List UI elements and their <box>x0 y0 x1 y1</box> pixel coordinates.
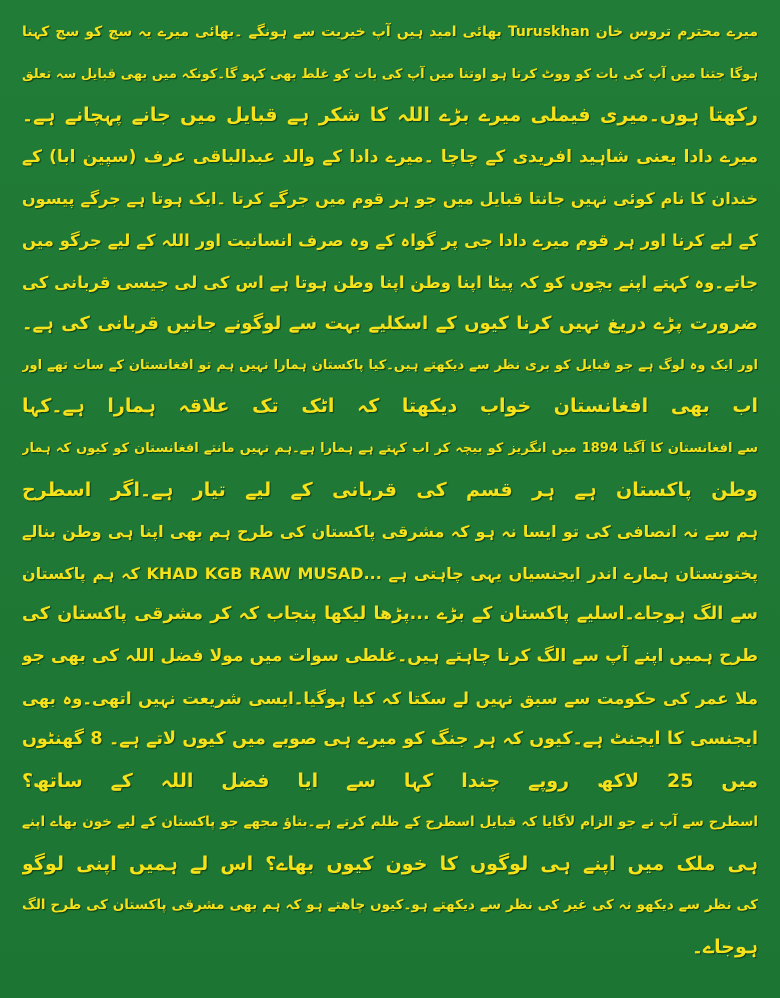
text-line-8: ضرورت پڑے دریغ نہیں کرنا کیوں کے اسکلیے بہت سے لوگونے جانیں قربانی کی ہے۔ <box>22 313 758 335</box>
text-line-17: ملا عمر کی حکومت سے سبق نہیں لے سکتا کہ کیا ہوگیا۔ایسی شریعت نہیں اتھی۔وہ بھی <box>22 688 758 708</box>
text-line-7: جاتے۔وہ کہتے اپنے بچوں کو کہ پیٹا اپنا وطن اپنا وطن ہوتا ہے اس کی لی جیسی قربانی کی <box>22 272 758 292</box>
text-line-2: ہوگا جتنا میں آپ کی بات کو ووٹ کرتا ہو اوتنا میں آپ کی بات کو غلط بھی کہو گا۔کونکہ میں بھی قبایل سہ تعلق <box>22 66 758 82</box>
text-line-11: سے افغانستان کا آگیا 1894 میں انگریز کو بیچہ کر اب کہتے ہے ہمارا ہے۔ہم نہیں مانتے افغانستان کو کیوں کہ ہمار <box>22 440 758 456</box>
text-line-4: میرے دادا یعنی شاہید افریدی کے چاچا ۔میرے دادا کے والد عبدالباقی عرف (سپین ابا) کے <box>22 146 758 167</box>
text-line-13: ہم سے نہ انصافی کی تو ایسا نہ ہو کہ مشرقی پاکستان کی طرح ہم بھی اپنا ہی وطن بنالے <box>22 522 758 542</box>
text-line-9: اور ایک وہ لوگ ہے جو قبایل کو بری نظر سے دیکھتے ہیں۔کیا پاکستان ہمارا نہیں ہم تو افغانستان کے سات تھے اور <box>22 357 758 373</box>
text-line-5: خندان کا نام کوئی نہیں جانتا قبایل میں جو ہر قوم میں جرگے کرتا ۔ایک ہوتا ہے جرگے پیسوں <box>22 189 758 209</box>
text-line-3: رکھتا ہوں۔میری فیملی میرے بڑے اللہ کا شکر ہے قبایل میں جانے پہچانے ہے۔ <box>22 104 758 127</box>
text-line-10: اب بھی افغانستان خواب دیکھتا کہ اٹک تک علاقہ ہمارا ہے۔کہا <box>22 395 758 418</box>
text-line-18: ایجنسی کا ایجنٹ ہے۔کیوں کہ ہر جنگ کو میرے ہی صوبے میں کیوں لاتے ہے۔ 8 گھنٹوں <box>22 729 758 750</box>
text-line-15: سے الگ ہوجاے۔اسلیے پاکستان کے بڑے ...پڑھا لیکھا پنجاب کہ کر مشرقی پاکستان کی <box>22 604 758 625</box>
text-line-6: کے لیے کرنا اور ہر قوم میرے دادا جی پر گواہ کے وہ صرف انسانیت اور اللہ کے لیے جرگو میں <box>22 230 758 250</box>
text-line-20: اسطرح سے آپ نے جو الزام لاگایا کہ قبایل اسطرح کے ظلم کرتے ہے۔بتاؤ مجھے جو پاکستان کے لیے خون بھاے اپنے <box>22 814 758 831</box>
text-line-21: ہی ملک میں اپنے ہی لوگوں کا خون کیوں بھاے؟ اس لے ہمیں اپنی لوگو <box>22 852 758 875</box>
text-line-14: پختونستان ہمارے اندر ایجنسیاں یہی چاہتی ہے ...KHAD KGB RAW MUSAD کہ ہم پاکستان <box>22 563 758 583</box>
text-line-1: میرے محترم تروس خان Turuskhan بھائی امید ہیں آپ خیریت سے ہونگے ۔بھائی میرے یہ سچ کو سچ کہنا <box>22 24 758 40</box>
text-line-23: ہوجاے۔ <box>691 936 758 959</box>
text-line-16: طرح ہمیں اپنے آپ سے الگ کرنا چاہتے ہیں۔غلطی سوات میں مولا فضل اللہ کی بھی جو <box>22 645 758 666</box>
text-line-22: کی نظر سے دیکھو نہ کی غیر کی نظر سے دیکھتے ہو۔کیوں چاھتے ہو کہ ہم بھی مشرقی پاکستان کی طرح الگ <box>22 897 758 914</box>
text-line-12: وطن پاکستان ہے ہر قسم کی قربانی کے لیے تیار ہے۔اگر اسطرح <box>22 478 758 501</box>
text-line-19: میں 25 لاکھ روپے چندا کہا سے ایا فضل اللہ کے ساتھ؟ <box>22 769 758 792</box>
